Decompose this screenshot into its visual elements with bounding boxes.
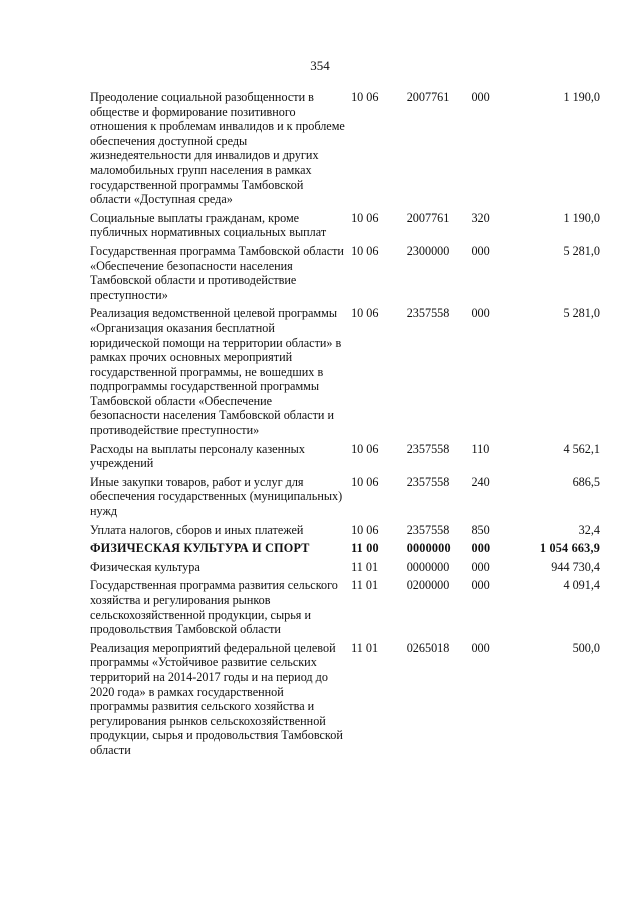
target-article-cell: 2357558	[406, 306, 450, 321]
section-code-cell: 10 06	[351, 90, 379, 104]
target-article-cell: 0000000	[406, 559, 450, 574]
target-article-cell: 0200000	[406, 578, 450, 593]
section-code-cell: 11 00	[351, 541, 379, 556]
expense-kind-cell: 000	[471, 90, 490, 104]
section-code-cell: 11 01	[351, 578, 379, 593]
table-row	[90, 641, 600, 762]
expense-kind-cell: 000	[471, 640, 490, 655]
section-code-cell: 10 06	[351, 243, 379, 258]
row-name-cell: Физическая культура	[90, 559, 200, 574]
amount-cell: 5 281,0	[563, 306, 600, 321]
table-row	[90, 211, 600, 244]
amount-cell: 4 562,1	[563, 441, 600, 456]
section-code-cell: 10 06	[351, 210, 379, 225]
row-name-cell: Государственная программа развития сельского хозяйства и регулирования рынков сельскохозяйственной продукции, сырья и продовольствия Тамбовской области	[90, 578, 338, 637]
row-name-cell: Социальные выплаты гражданам, кроме публичных нормативных социальных выплат	[90, 210, 327, 240]
budget-table-body	[90, 90, 600, 762]
budget-table	[90, 90, 600, 762]
table-row	[90, 578, 600, 640]
amount-cell: 944 730,4	[551, 559, 600, 574]
row-name-cell: Реализация мероприятий федеральной целевой программы «Устойчивое развитие сельских территорий на 2014-2017 годы и на период до 2020 года» в рамках государственной программы развития сельского хозяйства и регулирования рынков сельскохозяйственной продукции, сырья и продовольствия Тамбовской области	[90, 640, 343, 757]
table-row	[90, 244, 600, 306]
amount-cell: 1 054 663,9	[539, 541, 600, 556]
section-code-cell: 10 06	[351, 474, 379, 489]
page-number: 354	[310, 58, 330, 73]
expense-kind-cell: 320	[471, 210, 490, 225]
target-article-cell: 2357558	[406, 474, 450, 489]
row-name-cell: ФИЗИЧЕСКАЯ КУЛЬТУРА И СПОРТ	[90, 541, 310, 556]
section-code-cell: 10 06	[351, 306, 379, 321]
expense-kind-cell: 000	[471, 541, 491, 556]
amount-cell: 4 091,4	[563, 578, 600, 593]
table-row	[90, 541, 600, 560]
expense-kind-cell: 110	[471, 441, 490, 456]
amount-cell: 686,5	[572, 474, 600, 489]
expense-kind-cell: 000	[471, 243, 490, 258]
row-name-cell: Иные закупки товаров, работ и услуг для обеспечения государственных (муниципальных) нужд	[90, 474, 343, 519]
table-row	[90, 442, 600, 475]
table-row	[90, 90, 600, 211]
section-code-cell: 10 06	[351, 441, 379, 456]
target-article-cell: 2007761	[406, 210, 450, 225]
amount-cell: 32,4	[578, 522, 600, 537]
amount-cell: 5 281,0	[563, 243, 600, 258]
amount-cell: 500,0	[572, 640, 600, 655]
target-article-cell: 2357558	[406, 522, 450, 537]
table-row	[90, 475, 600, 523]
expense-kind-cell: 000	[471, 559, 490, 574]
expense-kind-cell: 000	[471, 306, 490, 321]
target-article-cell: 0000000	[406, 541, 451, 556]
target-article-cell: 2357558	[406, 441, 450, 456]
target-article-cell: 0265018	[406, 640, 450, 655]
section-code-cell: 11 01	[351, 640, 379, 655]
row-name-cell: Уплата налогов, сборов и иных платежей	[90, 522, 304, 537]
amount-cell: 1 190,0	[563, 210, 600, 225]
amount-cell: 1 190,0	[563, 90, 600, 104]
section-code-cell: 10 06	[351, 522, 379, 537]
row-name-cell: Реализация ведомственной целевой программы «Организация оказания бесплатной юридической помощи на территории области» в рамках прочих основных мероприятий государственной программы, не вошедших в подпрограммы государственной программы Тамбовской области «Обеспечение безопасности населения Тамбовской области и противодействие преступности»	[90, 306, 342, 438]
table-row	[90, 523, 600, 542]
expense-kind-cell: 000	[471, 578, 490, 593]
row-name-cell: Государственная программа Тамбовской области «Обеспечение безопасности населения Тамбовской области и противодействие преступности»	[90, 243, 344, 302]
row-name-cell: Преодоление социальной разобщенности в обществе и формирование позитивного отношения к проблемам инвалидов и к проблеме обеспечения доступной среды жизнедеятельности для инвалидов и других маломобильных групп населения в рамках государственной программы Тамбовской области «Доступная среда»	[90, 90, 345, 207]
table-row	[90, 306, 600, 441]
target-article-cell: 2300000	[406, 243, 450, 258]
table-row	[90, 560, 600, 579]
row-name-cell: Расходы на выплаты персоналу казенных учреждений	[90, 441, 305, 471]
section-code-cell: 11 01	[351, 559, 379, 574]
expense-kind-cell: 240	[471, 474, 490, 489]
expense-kind-cell: 850	[471, 522, 490, 537]
target-article-cell: 2007761	[406, 90, 450, 104]
